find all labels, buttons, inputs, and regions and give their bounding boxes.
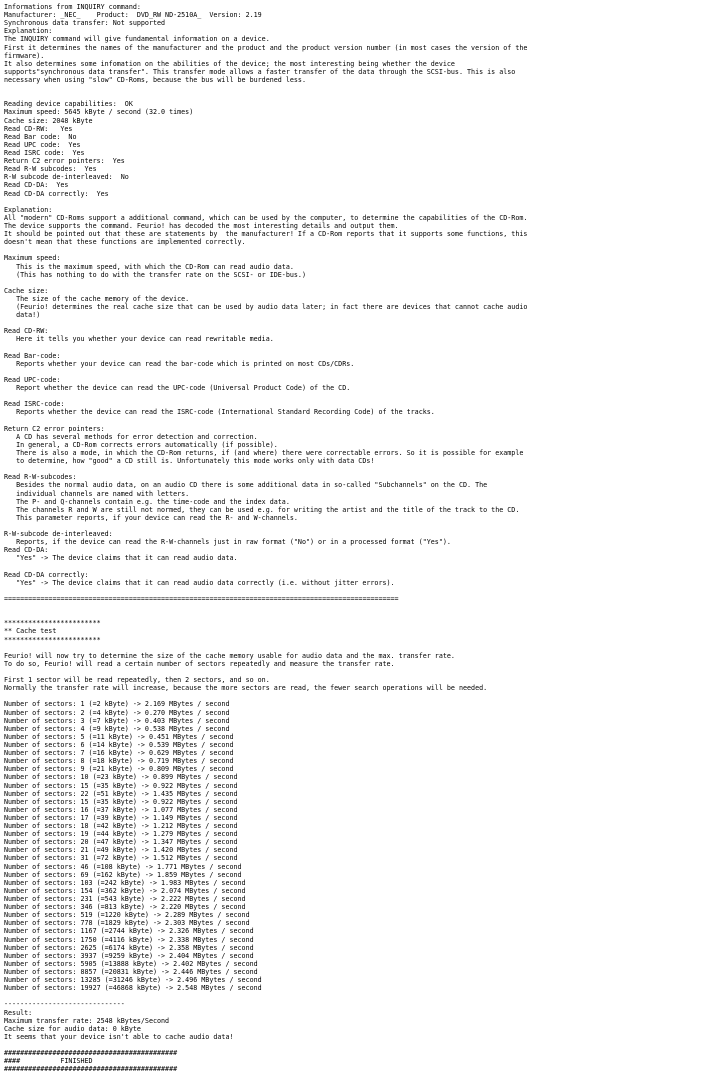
log-line [4, 1041, 722, 1049]
log-line: Number of sectors: 17 (=39 kByte) -> 1.149 MBytes / second [4, 813, 238, 822]
log-line: to determine, how "good" a CD still is. Unfortunately this mode works only with data CDs! [4, 457, 375, 466]
log-line: ########################################### [4, 1049, 178, 1058]
log-line: A CD has several methods for error detection and correction. [4, 432, 258, 441]
log-line: doesn't mean that these functions are implemented correctly. [4, 238, 246, 247]
log-line: This is the maximum speed, with which the CD-Rom can read audio data. [4, 262, 294, 271]
log-line: Cache size: [4, 286, 49, 295]
log-line: To do so, Feurio! will read a certain number of sectors repeatedly and measure the transfer rate. [4, 659, 395, 668]
log-line: (Feurio! determines the real cache size that can be used by audio data later; in fact there are devices that cannot cache audio [4, 303, 528, 312]
log-line: Number of sectors: 1167 (=2744 kByte) -> 2.326 MBytes / second [4, 927, 254, 936]
log-line: It seems that your device isn't able to cache audio data! [4, 1032, 234, 1041]
log-line: Number of sectors: 5905 (=13888 kByte) -> 2.402 MBytes / second [4, 959, 258, 968]
log-line: Reports whether your device can read the bar-code which is printed on most CDs/CDRs. [4, 359, 355, 368]
log-line: Number of sectors: 20 (=47 kByte) -> 1.347 MBytes / second [4, 838, 238, 847]
log-line [4, 644, 722, 652]
log-line [4, 522, 722, 530]
log-line: individual channels are named with letters. [4, 489, 190, 498]
log-line: Number of sectors: 19927 (=46868 kByte) -> 2.548 MBytes / second [4, 984, 262, 993]
log-line: Number of sectors: 22 (=51 kByte) -> 1.435 MBytes / second [4, 789, 238, 798]
log-line: Number of sectors: 7 (=16 kByte) -> 0.629 MBytes / second [4, 749, 234, 758]
log-line: Number of sectors: 8857 (=20831 kByte) -> 2.446 MBytes / second [4, 968, 258, 977]
log-line: ########################################### [4, 1065, 178, 1074]
log-line: Return C2 error pointers: [4, 424, 105, 433]
log-line: Explanation: [4, 27, 53, 36]
log-line: Number of sectors: 2625 (=6174 kByte) -> 2.358 MBytes / second [4, 943, 254, 952]
log-line: ** Cache test [4, 627, 57, 636]
log-line: Number of sectors: 1 (=2 kByte) -> 2.169 MBytes / second [4, 700, 230, 709]
log-line [4, 84, 722, 92]
log-line [4, 198, 722, 206]
log-line: data!) [4, 311, 41, 320]
log-line [4, 992, 722, 1000]
log-line: Number of sectors: 2 (=4 kByte) -> 0.270 MBytes / second [4, 708, 230, 717]
log-line: Number of sectors: 19 (=44 kByte) -> 1.279 MBytes / second [4, 830, 238, 839]
log-line: Read R-W-subcodes: [4, 473, 77, 482]
log-line: Read CD-DA: [4, 546, 49, 555]
log-line: Number of sectors: 69 (=162 kByte) -> 1.859 MBytes / second [4, 870, 242, 879]
log-line: Number of sectors: 4 (=9 kByte) -> 0.538 MBytes / second [4, 724, 230, 733]
log-line [4, 465, 722, 473]
log-line [4, 279, 722, 287]
log-line: The device supports the command. Feurio! has decoded the most interesting details and output them. [4, 221, 399, 230]
log-line: Number of sectors: 16 (=37 kByte) -> 1.077 MBytes / second [4, 805, 238, 814]
log-line: (This has nothing to do with the transfer rate on the SCSI- or IDE-bus.) [4, 270, 306, 279]
log-line: Number of sectors: 18 (=42 kByte) -> 1.212 MBytes / second [4, 822, 238, 831]
log-line: Reports, if the device can read the R-W-channels just in raw format ("No") or in a processed format ("Yes"). [4, 538, 451, 547]
log-line: Number of sectors: 3937 (=9259 kByte) -> 2.404 MBytes / second [4, 951, 254, 960]
log-line: Number of sectors: 6 (=14 kByte) -> 0.539 MBytes / second [4, 740, 234, 749]
log-line: Read Bar-code: [4, 351, 61, 360]
log-line [4, 587, 722, 595]
log-line [4, 417, 722, 425]
log-line: Read CD-RW: [4, 327, 49, 336]
log-line: Reading device capabilities: OK [4, 100, 133, 109]
log-line: Read CD-DA correctly: [4, 570, 89, 579]
log-line: ================================================================================================== [4, 594, 399, 603]
log-line [4, 392, 722, 400]
log-line: First 1 sector will be read repeatedly, then 2 sectors, and so on. [4, 676, 270, 685]
log-line: Read UPC code: Yes [4, 140, 81, 149]
log-line: Normally the transfer rate will increase, because the more sectors are read, the fewer search operations will be needed. [4, 684, 488, 693]
log-line: Number of sectors: 154 (=362 kByte) -> 2.074 MBytes / second [4, 886, 246, 895]
log-line: "Yes" -> The device claims that it can read audio data. [4, 554, 238, 563]
log-line: Number of sectors: 231 (=543 kByte) -> 2.222 MBytes / second [4, 895, 246, 904]
log-line [4, 344, 722, 352]
log-line: All "modern" CD-Roms support a additional command, which can be used by the computer, to determine the capabilities of the CD-Rom. [4, 213, 528, 222]
log-line: Maximum transfer rate: 2548 kBytes/Second [4, 1016, 170, 1025]
log-line: Explanation: [4, 205, 53, 214]
log-line: Number of sectors: 21 (=49 kByte) -> 1.420 MBytes / second [4, 846, 238, 855]
log-line: The channels R and W are still not normed, they can be used e.g. for writing the artist and the title of the track to the CD. [4, 505, 520, 514]
log-line: ------------------------------ [4, 1000, 125, 1009]
log-line: The INQUIRY command will give fundamental information on a device. [4, 35, 270, 44]
log-line: Number of sectors: 9 (=21 kByte) -> 0.809 MBytes / second [4, 765, 234, 774]
log-line: Number of sectors: 10 (=23 kByte) -> 0.899 MBytes / second [4, 773, 238, 782]
log-line [4, 92, 722, 100]
log-line [4, 668, 722, 676]
log-line: Read ISRC code: Yes [4, 148, 85, 157]
log-line: Here it tells you whether your device can read rewritable media. [4, 335, 274, 344]
log-line [4, 246, 722, 254]
log-line: Maximum speed: [4, 254, 61, 263]
log-line: R-W subcode de-interleaved: No [4, 173, 129, 182]
log-line: Cache size: 2048 kByte [4, 116, 93, 125]
log-line: necessary when using "slow" CD-Roms, because the bus will be burdened less. [4, 75, 306, 84]
log-line: Report whether the device can read the UPC-code (Universal Product Code) of the CD. [4, 384, 351, 393]
log-line: Number of sectors: 13285 (=31246 kByte) -> 2.496 MBytes / second [4, 976, 262, 985]
log-line: R-W-subcode de-interleaved: [4, 530, 113, 539]
log-line: Informations from INQUIRY command: [4, 3, 141, 11]
log-line: ************************ [4, 619, 101, 628]
log-line: Number of sectors: 778 (=1829 kByte) -> 2.303 MBytes / second [4, 919, 250, 928]
log-line [4, 319, 722, 327]
log-line: Result: [4, 1008, 33, 1017]
log-line: Besides the normal audio data, on an audio CD there is some additional data in so-called "Subchannels" on the CD. The [4, 481, 488, 490]
log-line: Number of sectors: 1750 (=4116 kByte) -> 2.338 MBytes / second [4, 935, 254, 944]
log-line [4, 603, 722, 611]
log-line: Number of sectors: 8 (=18 kByte) -> 0.719 MBytes / second [4, 757, 234, 766]
log-line: Maximum speed: 5645 kByte / second (32.0 times) [4, 108, 194, 117]
log-line: Read R-W subcodes: Yes [4, 165, 97, 174]
log-line [4, 692, 722, 700]
log-line [4, 563, 722, 571]
log-line: Cache size for audio data: 0 kByte [4, 1024, 141, 1033]
log-line: Number of sectors: 519 (=1220 kByte) -> 2.289 MBytes / second [4, 911, 250, 920]
log-line: Read ISRC-code: [4, 400, 65, 409]
log-line: In general, a CD-Rom corrects errors automatically (if possible). [4, 440, 278, 449]
log-line: Number of sectors: 15 (=35 kByte) -> 0.922 MBytes / second [4, 797, 238, 806]
log-line: Read UPC-code: [4, 376, 61, 385]
log-line: #### FINISHED [4, 1057, 93, 1066]
log-line: Return C2 error pointers: Yes [4, 157, 125, 166]
log-line: ************************ [4, 635, 101, 644]
log-line [4, 368, 722, 376]
log-line: The P- and Q-channels contain e.g. the time-code and the index data. [4, 497, 290, 506]
log-line: Reports whether the device can read the ISRC-code (International Standard Recording Code) of the tracks. [4, 408, 435, 417]
log-line: firmware). [4, 51, 45, 60]
log-line: It also determines some infomation on the abilities of the device; the most interesting being whether the device [4, 59, 455, 68]
log-line: "Yes" -> The device claims that it can read audio data correctly (i.e. without jitter errors). [4, 578, 395, 587]
log-line: Number of sectors: 5 (=11 kByte) -> 0.451 MBytes / second [4, 732, 234, 741]
log-line: Read Bar code: No [4, 132, 77, 141]
log-line: It should be pointed out that these are statements by the manufacturer! If a CD-Rom reports that it supports some functions, this [4, 230, 528, 239]
log-line: Read CD-DA correctly: Yes [4, 189, 109, 198]
log-line: The size of the cache memory of the device. [4, 294, 190, 303]
log-line: Feurio! will now try to determine the size of the cache memory usable for audio data and the max. transfer rate. [4, 651, 455, 660]
log-line: Number of sectors: 46 (=108 kByte) -> 1.771 MBytes / second [4, 862, 242, 871]
log-line: Synchronous data transfer: Not supported [4, 19, 166, 28]
log-line: Manufacturer: _NEC_ Product: DVD_RW ND-2510A_ Version: 2.19 [4, 11, 262, 20]
log-line: Number of sectors: 346 (=813 kByte) -> 2.220 MBytes / second [4, 903, 246, 912]
log-line: Read CD-RW: Yes [4, 124, 73, 133]
log-line: First it determines the names of the manufacturer and the product and the product version number (in most cases the version of the [4, 43, 528, 52]
log-line: Number of sectors: 31 (=72 kByte) -> 1.512 MBytes / second [4, 854, 238, 863]
log-line: Read CD-DA: Yes [4, 181, 69, 190]
log-line: Number of sectors: 3 (=7 kByte) -> 0.403 MBytes / second [4, 716, 230, 725]
log-line: Number of sectors: 103 (=242 kByte) -> 1.983 MBytes / second [4, 878, 246, 887]
log-line: supports"synchronous data transfer". This transfer mode allows a faster transfer of the data through the SCSI-bus. This is also [4, 67, 516, 76]
log-line: There is also a mode, in which the CD-Rom returns, if (and where) there were correctable errors. So it is possible for example [4, 449, 524, 458]
log-line [4, 611, 722, 619]
log-line: This parameter reports, if your device can read the R- and W-channels. [4, 513, 298, 522]
log-line: Number of sectors: 15 (=35 kByte) -> 0.922 MBytes / second [4, 781, 238, 790]
